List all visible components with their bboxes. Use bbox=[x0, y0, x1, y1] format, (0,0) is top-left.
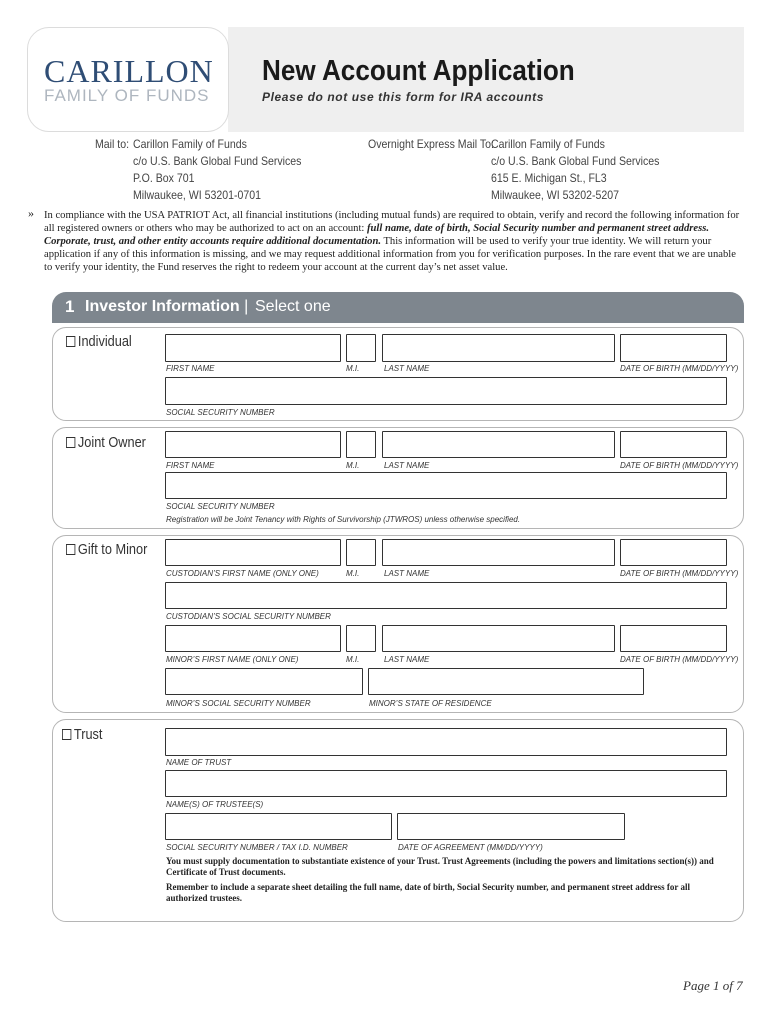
trustee-sheet-note: Remember to include a separate sheet detailing the full name, date of birth, Social Security number, and permanent street address for all authorized trustees. bbox=[166, 882, 690, 903]
ssn-label: SOCIAL SECURITY NUMBER bbox=[166, 502, 275, 511]
minor-ssn-field[interactable] bbox=[165, 668, 363, 695]
logo-wordmark: CARILLON bbox=[44, 53, 214, 89]
dob-label: DATE OF BIRTH (MM/DD/YYYY) bbox=[620, 461, 739, 470]
trust-name-field[interactable] bbox=[165, 728, 727, 756]
mi-label: M.I. bbox=[346, 461, 360, 470]
joint-dob-field[interactable] bbox=[620, 431, 727, 458]
minor-dob-field[interactable] bbox=[620, 625, 727, 652]
page-title: New Account Application bbox=[262, 55, 575, 87]
joint-mi-field[interactable] bbox=[346, 431, 376, 458]
dob-label: DATE OF BIRTH (MM/DD/YYYY) bbox=[620, 655, 739, 664]
last-name-label: LAST NAME bbox=[384, 364, 430, 373]
section-title: Investor Information | bbox=[85, 298, 249, 315]
minor-ssn-label: MINOR’S SOCIAL SECURITY NUMBER bbox=[166, 699, 311, 708]
joint-owner-checkbox[interactable] bbox=[66, 437, 75, 448]
minor-state-label: MINOR’S STATE OF RESIDENCE bbox=[369, 699, 492, 708]
page-number: Page 1 of 7 bbox=[683, 978, 743, 993]
mi-label: M.I. bbox=[346, 655, 360, 664]
custodian-mi-field[interactable] bbox=[346, 539, 376, 566]
notice-arrow-icon: » bbox=[28, 206, 34, 220]
minor-state-field[interactable] bbox=[368, 668, 644, 695]
custodian-ssn-label: CUSTODIAN’S SOCIAL SECURITY NUMBER bbox=[166, 612, 331, 621]
page-subtitle: Please do not use this form for IRA accounts bbox=[262, 90, 544, 104]
minor-last-name-field[interactable] bbox=[382, 625, 615, 652]
individual-checkbox[interactable] bbox=[66, 336, 75, 347]
dob-label: DATE OF BIRTH (MM/DD/YYYY) bbox=[620, 569, 739, 578]
custodian-first-name-label: CUSTODIAN’S FIRST NAME (ONLY ONE) bbox=[166, 569, 319, 578]
individual-first-name-field[interactable] bbox=[165, 334, 341, 362]
trust-name-label: NAME OF TRUST bbox=[166, 758, 232, 767]
trust-agreement-date-label: DATE OF AGREEMENT (MM/DD/YYYY) bbox=[398, 843, 543, 852]
custodian-first-name-field[interactable] bbox=[165, 539, 341, 566]
jtwros-note: Registration will be Joint Tenancy with Rights of Survivorship (JTWROS) unless otherwise specified. bbox=[166, 515, 521, 524]
trust-ssn-tax-label: SOCIAL SECURITY NUMBER / TAX I.D. NUMBER bbox=[166, 843, 348, 852]
custodian-dob-field[interactable] bbox=[620, 539, 727, 566]
express-mail-address: Carillon Family of Funds c/o U.S. Bank Global Fund Services 615 E. Michigan St., FL3 Milwaukee, WI 53202-5207 bbox=[491, 137, 660, 202]
patriot-act-notice: In compliance with the USA PATRIOT Act, all financial institutions (including mutual funds) are required to obtain, verify and record the following information for all registered owners or others who may be authorized to act on an account: full name, date of birth, Social Security number and permanent street address. Corporate, trust, and other entity accounts require additional documentation. This information will be used to verify your true identity. We will return your application if any of this information is missing, and we may request additional information from you for verification purposes. In the rare event that we are unable to verify your identity, the Fund reserves the right to redeem your account at the current day’s net asset value. bbox=[44, 210, 740, 273]
individual-option[interactable]: Individual bbox=[66, 333, 132, 350]
trust-ssn-tax-field[interactable] bbox=[165, 813, 392, 840]
logo-tagline: FAMILY OF FUNDS bbox=[44, 86, 210, 105]
express-mail-label: Overnight Express Mail To: bbox=[368, 137, 494, 151]
custodian-ssn-field[interactable] bbox=[165, 582, 727, 609]
individual-dob-field[interactable] bbox=[620, 334, 727, 362]
mail-label: Mail to: bbox=[95, 137, 130, 151]
trust-agreement-date-field[interactable] bbox=[397, 813, 625, 840]
gift-to-minor-option[interactable]: Gift to Minor bbox=[66, 541, 147, 558]
joint-ssn-field[interactable] bbox=[165, 472, 727, 499]
individual-mi-field[interactable] bbox=[346, 334, 376, 362]
trust-option[interactable]: Trust bbox=[62, 726, 102, 743]
minor-first-name-field[interactable] bbox=[165, 625, 341, 652]
mi-label: M.I. bbox=[346, 569, 360, 578]
joint-last-name-field[interactable] bbox=[382, 431, 615, 458]
last-name-label: LAST NAME bbox=[384, 461, 430, 470]
first-name-label: FIRST NAME bbox=[166, 364, 215, 373]
joint-first-name-field[interactable] bbox=[165, 431, 341, 458]
custodian-last-name-field[interactable] bbox=[382, 539, 615, 566]
mail-address: Carillon Family of Funds c/o U.S. Bank Global Fund Services P.O. Box 701 Milwaukee, WI 53201-0701 bbox=[133, 137, 302, 202]
joint-owner-option[interactable]: Joint Owner bbox=[66, 434, 146, 451]
trustees-field[interactable] bbox=[165, 770, 727, 797]
trust-documentation-note: You must supply documentation to substantiate existence of your Trust. Trust Agreements (including the powers and limitations section(s)) and Certificate of Trust documents. bbox=[166, 856, 714, 877]
section-number: 1 bbox=[65, 297, 75, 316]
gift-to-minor-checkbox[interactable] bbox=[66, 544, 75, 555]
trustees-label: NAME(S) OF TRUSTEE(S) bbox=[166, 800, 264, 809]
individual-last-name-field[interactable] bbox=[382, 334, 615, 362]
ssn-label: SOCIAL SECURITY NUMBER bbox=[166, 408, 275, 417]
last-name-label: LAST NAME bbox=[384, 655, 430, 664]
last-name-label: LAST NAME bbox=[384, 569, 430, 578]
first-name-label: FIRST NAME bbox=[166, 461, 215, 470]
trust-checkbox[interactable] bbox=[62, 729, 71, 740]
minor-mi-field[interactable] bbox=[346, 625, 376, 652]
mi-label: M.I. bbox=[346, 364, 360, 373]
individual-ssn-field[interactable] bbox=[165, 377, 727, 405]
minor-first-name-label: MINOR’S FIRST NAME (ONLY ONE) bbox=[166, 655, 299, 664]
dob-label: DATE OF BIRTH (MM/DD/YYYY) bbox=[620, 364, 739, 373]
section-instruction: Select one bbox=[255, 298, 331, 315]
